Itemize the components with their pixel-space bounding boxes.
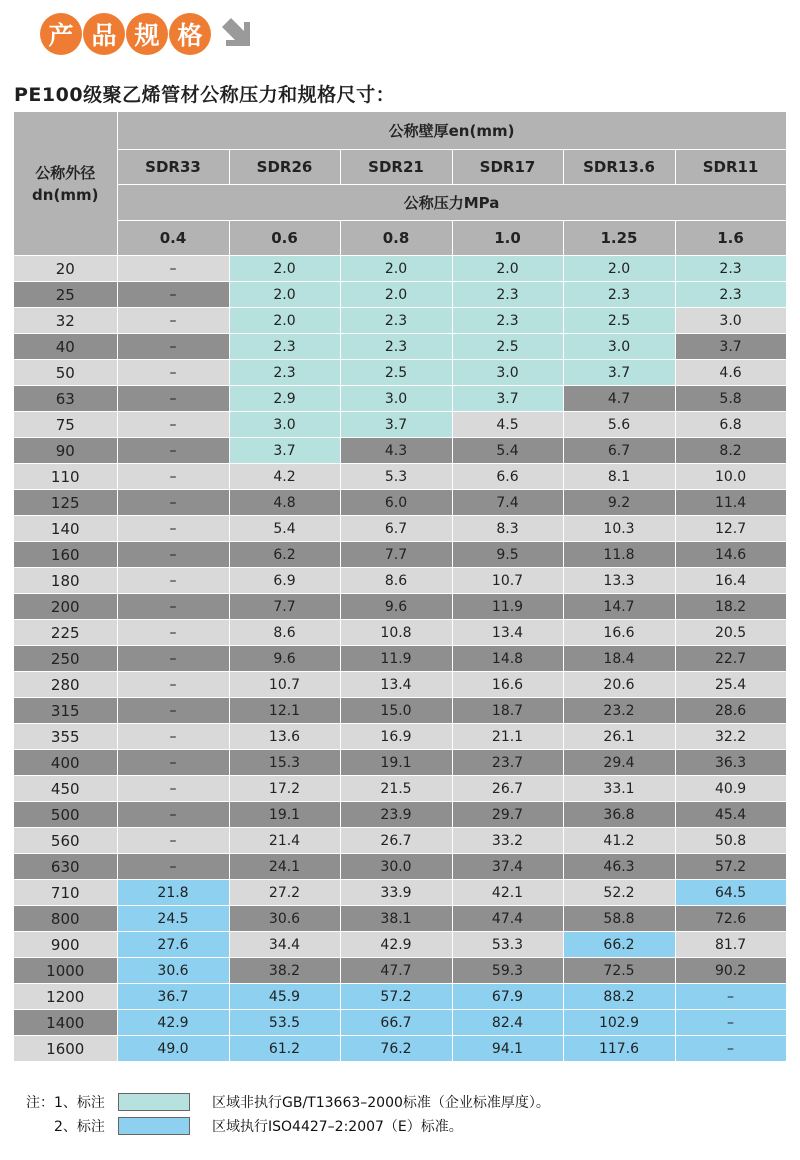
table-row — [14, 490, 786, 516]
thickness-cell: 32.2 — [675, 724, 786, 750]
thickness-cell: 4.7 — [563, 386, 675, 412]
table-row — [14, 282, 786, 308]
table-row — [14, 438, 786, 464]
pressure-value: 1.25 — [563, 221, 675, 256]
table-row — [14, 412, 786, 438]
dn-cell: 250 — [14, 646, 117, 672]
thickness-cell: 21.8 — [117, 880, 229, 906]
page-subtitle: PE100级聚乙烯管材公称压力和规格尺寸： — [14, 84, 396, 106]
table-row — [14, 646, 786, 672]
thickness-cell: 27.2 — [229, 880, 340, 906]
thickness-cell: 3.7 — [340, 412, 452, 438]
thickness-cell: 36.3 — [675, 750, 786, 776]
thickness-cell: – — [117, 672, 229, 698]
thickness-cell: 15.0 — [340, 698, 452, 724]
thickness-cell: 57.2 — [340, 984, 452, 1010]
thickness-cell: 3.0 — [340, 386, 452, 412]
thickness-cell: 17.2 — [229, 776, 340, 802]
spec-table-body — [14, 256, 786, 1062]
thickness-cell: 5.8 — [675, 386, 786, 412]
thickness-cell: 20.5 — [675, 620, 786, 646]
pressure-value: 0.4 — [117, 221, 229, 256]
dn-cell: 1600 — [14, 1036, 117, 1062]
table-row — [14, 620, 786, 646]
thickness-cell: 19.1 — [340, 750, 452, 776]
thickness-cell: – — [117, 256, 229, 282]
thickness-cell: 42.9 — [340, 932, 452, 958]
thickness-cell: 3.7 — [563, 360, 675, 386]
corner-header — [14, 112, 117, 256]
note-2 — [26, 1114, 550, 1138]
thickness-cell: 24.1 — [229, 854, 340, 880]
thickness-cell: 8.6 — [340, 568, 452, 594]
thickness-cell: – — [117, 568, 229, 594]
thickness-cell: – — [117, 282, 229, 308]
thickness-cell: 94.1 — [452, 1036, 563, 1062]
dn-cell: 110 — [14, 464, 117, 490]
thickness-cell: 10.3 — [563, 516, 675, 542]
sdr-header: SDR11 — [675, 150, 786, 185]
thickness-cell: 64.5 — [675, 880, 786, 906]
dn-cell: 315 — [14, 698, 117, 724]
sdr-header: SDR17 — [452, 150, 563, 185]
thickness-cell: 13.6 — [229, 724, 340, 750]
thickness-cell: 72.6 — [675, 906, 786, 932]
sdr-header: SDR33 — [117, 150, 229, 185]
thickness-cell: 2.3 — [340, 334, 452, 360]
thickness-cell: 22.7 — [675, 646, 786, 672]
dn-cell: 140 — [14, 516, 117, 542]
section-header — [40, 12, 256, 56]
thickness-cell: 16.4 — [675, 568, 786, 594]
thickness-cell: 5.3 — [340, 464, 452, 490]
thickness-cell: 72.5 — [563, 958, 675, 984]
thickness-cell: 13.3 — [563, 568, 675, 594]
thickness-cell: – — [117, 464, 229, 490]
thickness-cell: 33.1 — [563, 776, 675, 802]
pressure-value: 1.0 — [452, 221, 563, 256]
table-row — [14, 542, 786, 568]
dn-cell: 1200 — [14, 984, 117, 1010]
thickness-cell: – — [117, 828, 229, 854]
thickness-cell: 8.6 — [229, 620, 340, 646]
thickness-cell: 88.2 — [563, 984, 675, 1010]
thickness-cell: – — [117, 698, 229, 724]
thickness-cell: 11.9 — [452, 594, 563, 620]
thickness-cell: 24.5 — [117, 906, 229, 932]
thickness-cell: – — [117, 308, 229, 334]
dn-cell: 800 — [14, 906, 117, 932]
thickness-cell: 33.9 — [340, 880, 452, 906]
note-2-text: 区域执行ISO4427–2:2007（E）标准。 — [212, 1119, 463, 1135]
thickness-cell: 82.4 — [452, 1010, 563, 1036]
thickness-cell: 46.3 — [563, 854, 675, 880]
thickness-cell: 11.4 — [675, 490, 786, 516]
table-row — [14, 880, 786, 906]
thickness-cell: 5.4 — [229, 516, 340, 542]
table-row — [14, 672, 786, 698]
thickness-cell: 66.7 — [340, 1010, 452, 1036]
thickness-cell: 19.1 — [229, 802, 340, 828]
thickness-cell: – — [117, 360, 229, 386]
thickness-cell: 5.6 — [563, 412, 675, 438]
thickness-cell: 66.2 — [563, 932, 675, 958]
header-char-4: 格 — [169, 13, 211, 55]
dn-cell: 710 — [14, 880, 117, 906]
thickness-cell: 81.7 — [675, 932, 786, 958]
thickness-cell: – — [117, 516, 229, 542]
thickness-cell: 90.2 — [675, 958, 786, 984]
thickness-cell: 23.9 — [340, 802, 452, 828]
thickness-cell: 27.6 — [117, 932, 229, 958]
thickness-cell: 14.8 — [452, 646, 563, 672]
thickness-cell: 9.6 — [229, 646, 340, 672]
dn-cell: 160 — [14, 542, 117, 568]
thickness-cell: 47.4 — [452, 906, 563, 932]
dn-cell: 630 — [14, 854, 117, 880]
thickness-cell: 2.3 — [340, 308, 452, 334]
note-1 — [26, 1090, 550, 1114]
thickness-cell: 2.0 — [452, 256, 563, 282]
blue-swatch — [118, 1117, 190, 1135]
thickness-cell: 21.4 — [229, 828, 340, 854]
thickness-cell: 49.0 — [117, 1036, 229, 1062]
pressure-header: 公称压力MPa — [117, 185, 786, 221]
dn-cell: 355 — [14, 724, 117, 750]
dn-cell: 63 — [14, 386, 117, 412]
thickness-cell: 21.5 — [340, 776, 452, 802]
thickness-cell: 4.2 — [229, 464, 340, 490]
thickness-cell: 12.7 — [675, 516, 786, 542]
thickness-cell: – — [117, 854, 229, 880]
dn-cell: 200 — [14, 594, 117, 620]
thickness-cell: 3.7 — [675, 334, 786, 360]
thickness-cell: 2.5 — [452, 334, 563, 360]
table-row — [14, 698, 786, 724]
thickness-cell: 16.6 — [452, 672, 563, 698]
thickness-cell: 26.7 — [452, 776, 563, 802]
thickness-cell: – — [117, 620, 229, 646]
thickness-cell: 58.8 — [563, 906, 675, 932]
thickness-cell: – — [117, 334, 229, 360]
table-row — [14, 906, 786, 932]
header-char-1: 产 — [40, 13, 82, 55]
thickness-cell: – — [117, 438, 229, 464]
thickness-cell: – — [675, 1010, 786, 1036]
table-row — [14, 1036, 786, 1062]
thickness-cell: 3.0 — [229, 412, 340, 438]
table-row — [14, 932, 786, 958]
thickness-cell: 13.4 — [452, 620, 563, 646]
thickness-cell: 4.5 — [452, 412, 563, 438]
dn-cell: 180 — [14, 568, 117, 594]
table-row — [14, 464, 786, 490]
thickness-cell: 2.0 — [229, 282, 340, 308]
thickness-cell: 2.0 — [229, 256, 340, 282]
thickness-cell: 16.9 — [340, 724, 452, 750]
thickness-cell: 3.0 — [452, 360, 563, 386]
thickness-cell: 6.7 — [563, 438, 675, 464]
table-row — [14, 516, 786, 542]
thickness-cell: 42.1 — [452, 880, 563, 906]
thickness-cell: 42.9 — [117, 1010, 229, 1036]
table-row — [14, 958, 786, 984]
thickness-cell: 6.6 — [452, 464, 563, 490]
thickness-cell: 11.8 — [563, 542, 675, 568]
pressure-value: 0.6 — [229, 221, 340, 256]
dn-cell: 25 — [14, 282, 117, 308]
thickness-cell: 59.3 — [452, 958, 563, 984]
thickness-cell: – — [117, 386, 229, 412]
notes — [26, 1090, 550, 1138]
thickness-cell: 6.7 — [340, 516, 452, 542]
thickness-cell: 2.3 — [229, 334, 340, 360]
thickness-cell: 2.9 — [229, 386, 340, 412]
dn-cell: 125 — [14, 490, 117, 516]
thickness-cell: 2.3 — [229, 360, 340, 386]
thickness-cell: 9.2 — [563, 490, 675, 516]
thickness-cell: 8.1 — [563, 464, 675, 490]
thickness-cell: 8.2 — [675, 438, 786, 464]
table-row — [14, 984, 786, 1010]
thickness-cell: 2.3 — [675, 256, 786, 282]
corner-label-1: 公称外径 — [35, 163, 96, 182]
thickness-cell: 2.3 — [675, 282, 786, 308]
thickness-cell: 33.2 — [452, 828, 563, 854]
dn-cell: 1000 — [14, 958, 117, 984]
thickness-cell: – — [117, 776, 229, 802]
thickness-cell: 30.6 — [117, 958, 229, 984]
thickness-cell: 67.9 — [452, 984, 563, 1010]
thickness-cell: 18.7 — [452, 698, 563, 724]
thickness-cell: 3.7 — [229, 438, 340, 464]
thickness-cell: 2.0 — [340, 256, 452, 282]
thickness-cell: 2.3 — [563, 282, 675, 308]
table-row — [14, 724, 786, 750]
table-row — [14, 750, 786, 776]
sdr-header: SDR26 — [229, 150, 340, 185]
thickness-cell: 2.0 — [229, 308, 340, 334]
table-row — [14, 568, 786, 594]
table-row — [14, 256, 786, 282]
thickness-cell: 6.2 — [229, 542, 340, 568]
thickness-cell: 25.4 — [675, 672, 786, 698]
thickness-cell: 29.4 — [563, 750, 675, 776]
thickness-cell: 2.0 — [340, 282, 452, 308]
thickness-cell: – — [117, 594, 229, 620]
thickness-cell: 10.7 — [229, 672, 340, 698]
arrow-down-right-icon — [220, 16, 256, 52]
thickness-cell: 21.1 — [452, 724, 563, 750]
note-2-label: 2、标注 — [54, 1119, 105, 1135]
thickness-cell: 102.9 — [563, 1010, 675, 1036]
thickness-cell: 26.1 — [563, 724, 675, 750]
thickness-cell: 10.8 — [340, 620, 452, 646]
thickness-cell: – — [117, 412, 229, 438]
dn-cell: 32 — [14, 308, 117, 334]
thickness-cell: 30.6 — [229, 906, 340, 932]
note-1-label: 注：1、标注 — [26, 1095, 105, 1111]
dn-cell: 280 — [14, 672, 117, 698]
thickness-cell: 15.3 — [229, 750, 340, 776]
thickness-cell: 45.9 — [229, 984, 340, 1010]
thickness-cell: 47.7 — [340, 958, 452, 984]
thickness-cell: 7.4 — [452, 490, 563, 516]
thickness-cell: 38.2 — [229, 958, 340, 984]
thickness-cell: 34.4 — [229, 932, 340, 958]
dn-cell: 90 — [14, 438, 117, 464]
thickness-cell: 7.7 — [229, 594, 340, 620]
thickness-cell: 29.7 — [452, 802, 563, 828]
thickness-cell: 57.2 — [675, 854, 786, 880]
thickness-cell: 2.0 — [563, 256, 675, 282]
thickness-cell: – — [117, 542, 229, 568]
thickness-cell: 4.8 — [229, 490, 340, 516]
wall-thickness-header: 公称壁厚en(mm) — [117, 112, 786, 150]
thickness-cell: 10.7 — [452, 568, 563, 594]
thickness-cell: 9.6 — [340, 594, 452, 620]
table-row — [14, 334, 786, 360]
dn-cell: 500 — [14, 802, 117, 828]
table-row — [14, 386, 786, 412]
thickness-cell: 14.7 — [563, 594, 675, 620]
thickness-cell: – — [675, 1036, 786, 1062]
header-char-3: 规 — [126, 13, 168, 55]
thickness-cell: – — [117, 490, 229, 516]
dn-cell: 50 — [14, 360, 117, 386]
thickness-cell: 26.7 — [340, 828, 452, 854]
thickness-cell: 28.6 — [675, 698, 786, 724]
thickness-cell: 61.2 — [229, 1036, 340, 1062]
dn-cell: 1400 — [14, 1010, 117, 1036]
thickness-cell: 23.2 — [563, 698, 675, 724]
header-char-2: 品 — [83, 13, 125, 55]
thickness-cell: 50.8 — [675, 828, 786, 854]
thickness-cell: 4.6 — [675, 360, 786, 386]
thickness-cell: 4.3 — [340, 438, 452, 464]
thickness-cell: 10.0 — [675, 464, 786, 490]
thickness-cell: 2.3 — [452, 308, 563, 334]
dn-cell: 75 — [14, 412, 117, 438]
thickness-cell: 117.6 — [563, 1036, 675, 1062]
thickness-cell: 3.0 — [675, 308, 786, 334]
thickness-cell: 8.3 — [452, 516, 563, 542]
spec-table — [14, 112, 787, 1062]
dn-cell: 450 — [14, 776, 117, 802]
dn-cell: 900 — [14, 932, 117, 958]
table-row — [14, 854, 786, 880]
sdr-header: SDR13.6 — [563, 150, 675, 185]
dn-cell: 400 — [14, 750, 117, 776]
thickness-cell: 3.0 — [563, 334, 675, 360]
thickness-cell: 16.6 — [563, 620, 675, 646]
dn-cell: 40 — [14, 334, 117, 360]
thickness-cell: – — [117, 646, 229, 672]
thickness-cell: 18.4 — [563, 646, 675, 672]
thickness-cell: – — [117, 750, 229, 776]
thickness-cell: 18.2 — [675, 594, 786, 620]
thickness-cell: 45.4 — [675, 802, 786, 828]
pressure-value: 1.6 — [675, 221, 786, 256]
thickness-cell: 2.3 — [452, 282, 563, 308]
table-row — [14, 828, 786, 854]
thickness-cell: 3.7 — [452, 386, 563, 412]
dn-cell: 20 — [14, 256, 117, 282]
sdr-header: SDR21 — [340, 150, 452, 185]
thickness-cell: 76.2 — [340, 1036, 452, 1062]
corner-label-2: dn(mm) — [32, 185, 99, 204]
thickness-cell: 5.4 — [452, 438, 563, 464]
table-row — [14, 1010, 786, 1036]
thickness-cell: 37.4 — [452, 854, 563, 880]
thickness-cell: 20.6 — [563, 672, 675, 698]
teal-swatch — [118, 1093, 190, 1111]
thickness-cell: 52.2 — [563, 880, 675, 906]
thickness-cell: – — [117, 724, 229, 750]
thickness-cell: 41.2 — [563, 828, 675, 854]
thickness-cell: 53.5 — [229, 1010, 340, 1036]
thickness-cell: 40.9 — [675, 776, 786, 802]
note-1-text: 区域非执行GB/T13663–2000标准（企业标准厚度）。 — [212, 1095, 550, 1111]
thickness-cell: 53.3 — [452, 932, 563, 958]
thickness-cell: 23.7 — [452, 750, 563, 776]
thickness-cell: 11.9 — [340, 646, 452, 672]
table-row — [14, 360, 786, 386]
thickness-cell: 36.8 — [563, 802, 675, 828]
table-row — [14, 776, 786, 802]
thickness-cell: – — [117, 802, 229, 828]
thickness-cell: 9.5 — [452, 542, 563, 568]
thickness-cell: – — [675, 984, 786, 1010]
thickness-cell: 2.5 — [563, 308, 675, 334]
dn-cell: 225 — [14, 620, 117, 646]
thickness-cell: 38.1 — [340, 906, 452, 932]
thickness-cell: 6.8 — [675, 412, 786, 438]
thickness-cell: 30.0 — [340, 854, 452, 880]
thickness-cell: 36.7 — [117, 984, 229, 1010]
table-row — [14, 594, 786, 620]
thickness-cell: 2.5 — [340, 360, 452, 386]
thickness-cell: 7.7 — [340, 542, 452, 568]
dn-cell: 560 — [14, 828, 117, 854]
thickness-cell: 13.4 — [340, 672, 452, 698]
pressure-value: 0.8 — [340, 221, 452, 256]
thickness-cell: 6.9 — [229, 568, 340, 594]
table-row — [14, 308, 786, 334]
table-row — [14, 802, 786, 828]
thickness-cell: 14.6 — [675, 542, 786, 568]
thickness-cell: 12.1 — [229, 698, 340, 724]
thickness-cell: 6.0 — [340, 490, 452, 516]
